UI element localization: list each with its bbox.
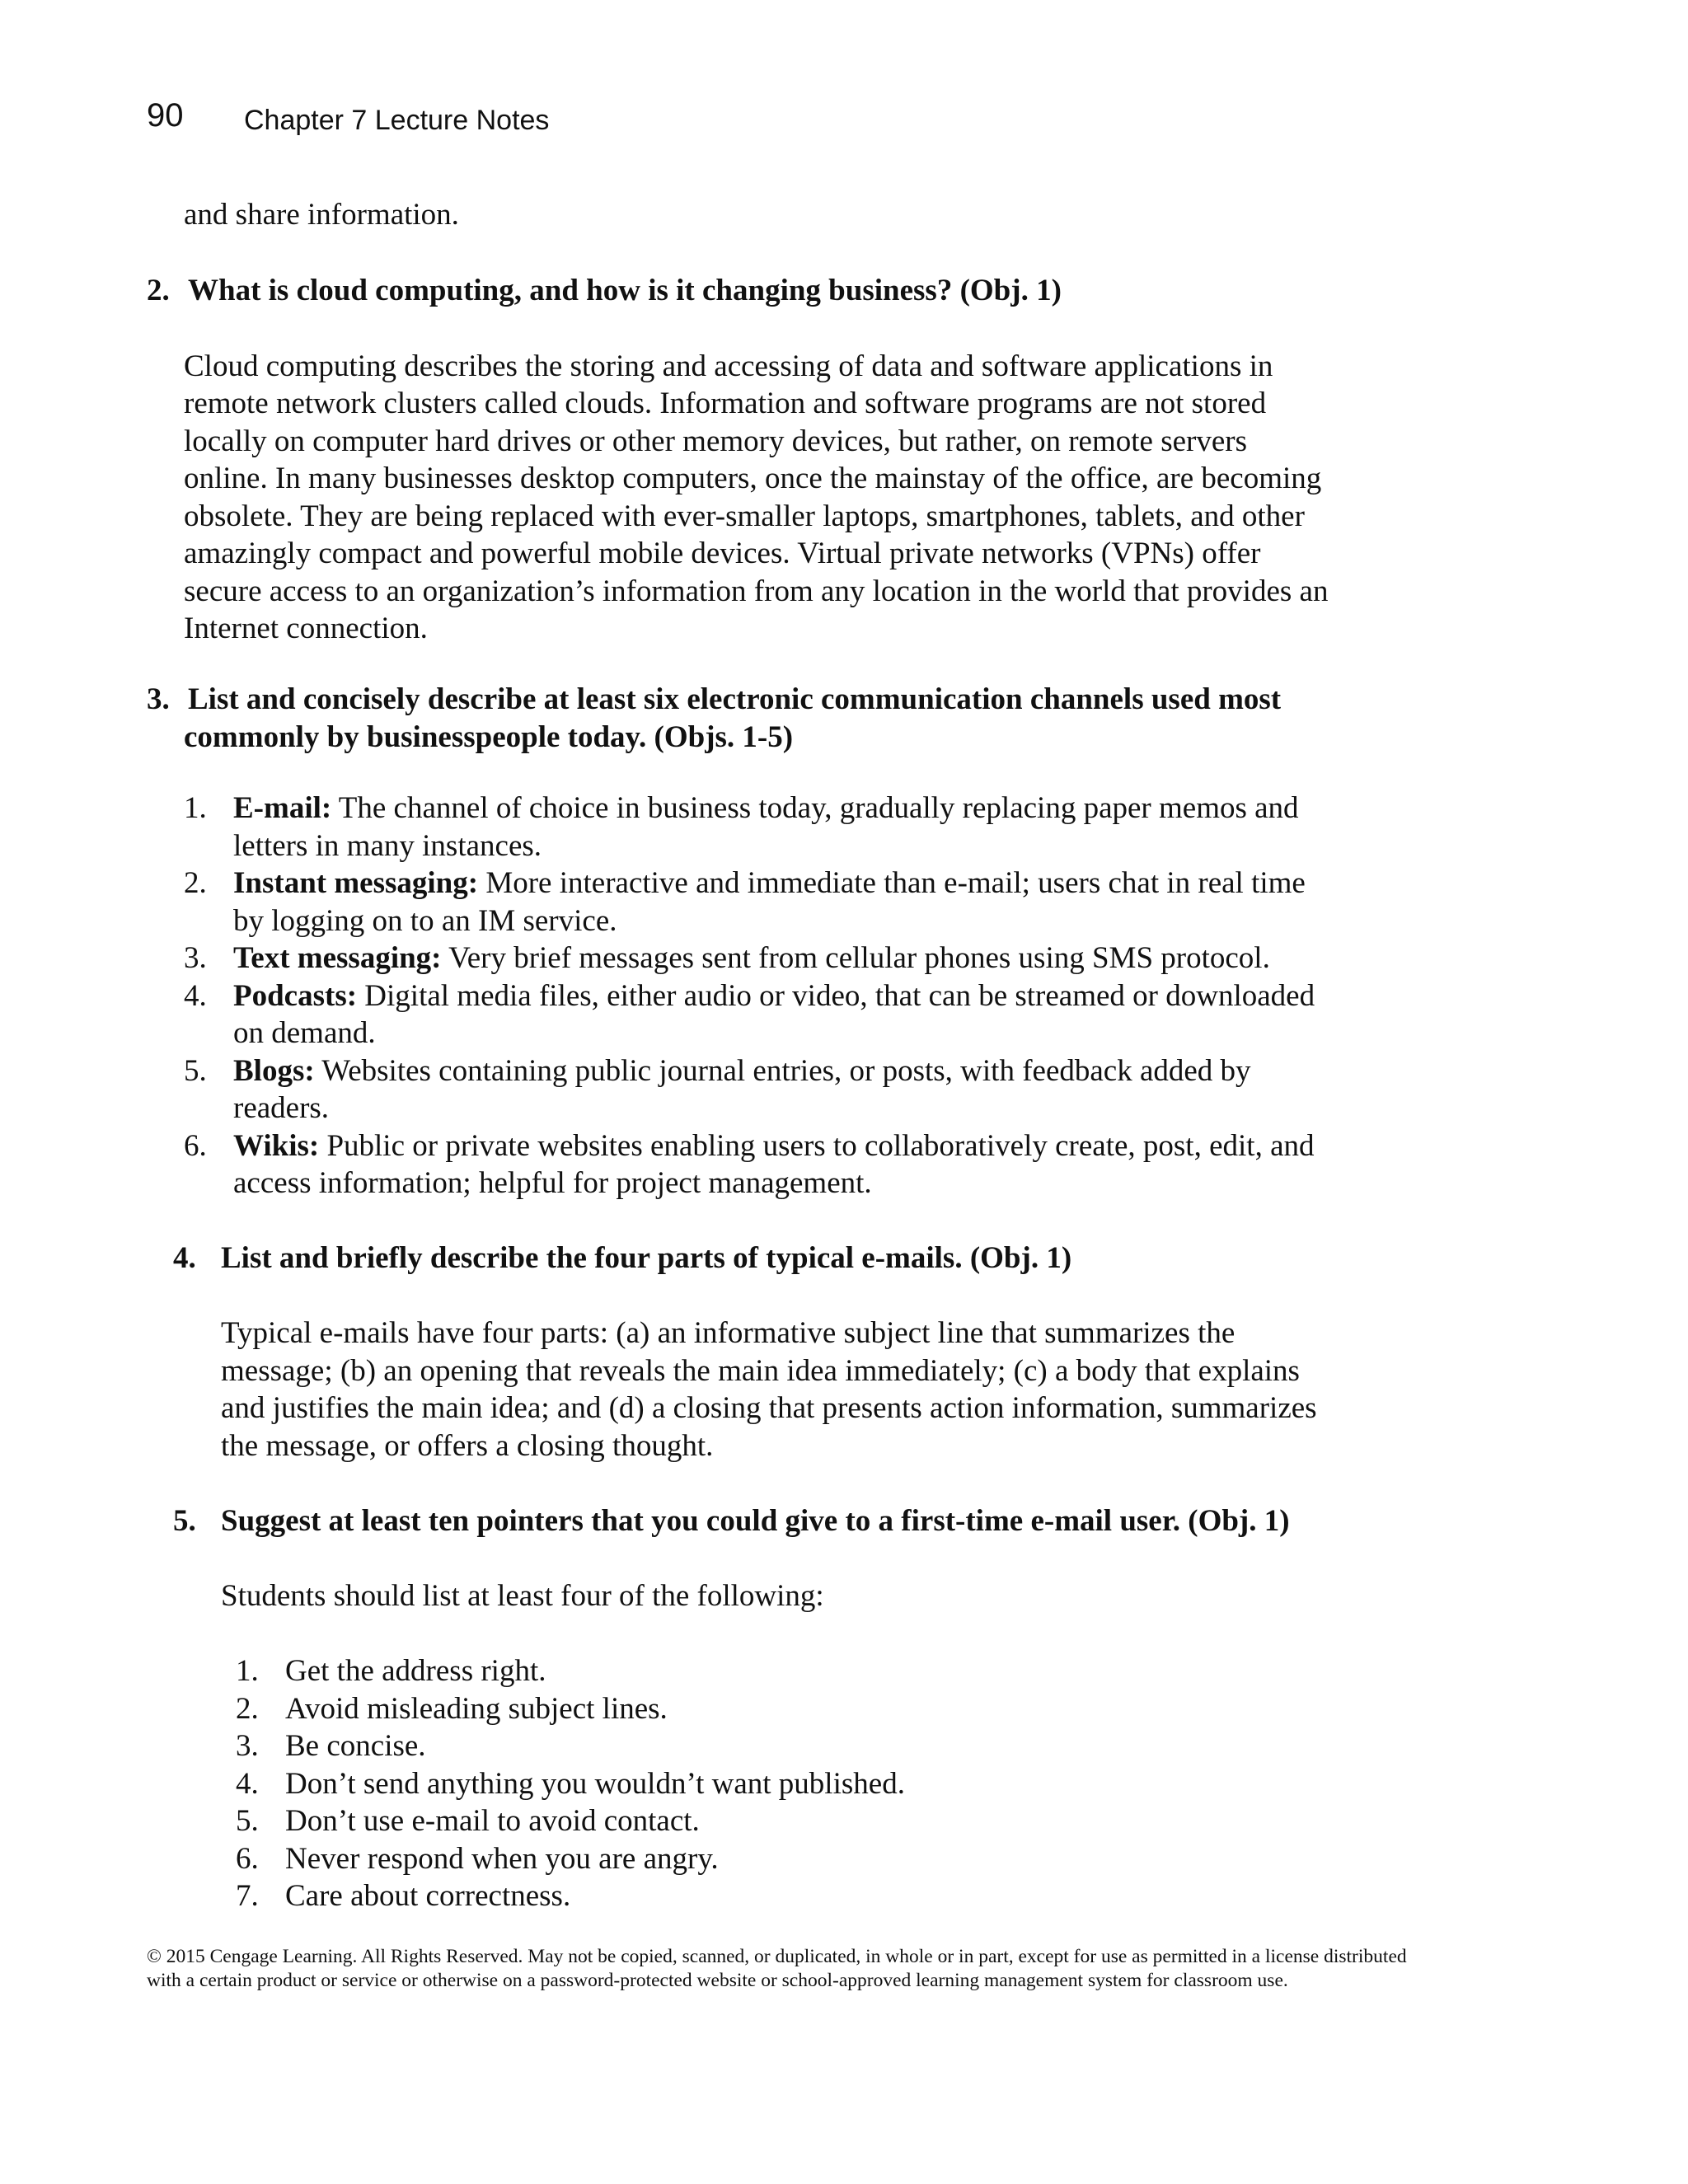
channel-term: Wikis: xyxy=(233,1129,320,1163)
channel-term: Text messaging: xyxy=(233,941,442,975)
channel-desc: The channel of choice in business today, gradually replacing paper memos and xyxy=(331,791,1299,825)
q3-question-line: commonly by businesspeople today. (Objs. 1-5) xyxy=(184,720,794,754)
pointer-number: 3. xyxy=(236,1729,259,1763)
q5-intro: Students should list at least four of the following: xyxy=(221,1579,824,1613)
running-header: Chapter 7 Lecture Notes xyxy=(244,105,550,136)
pointer-item: Don’t send anything you wouldn’t want published. xyxy=(285,1767,905,1801)
q4-question: List and briefly describe the four parts of typical e-mails. (Obj. 1) xyxy=(221,1241,1072,1275)
channel-item-instant-messaging xyxy=(233,865,1306,902)
pointer-item: Avoid misleading subject lines. xyxy=(285,1692,668,1726)
channel-desc: Very brief messages sent from cellular phones using SMS protocol. xyxy=(441,941,1270,975)
q3-question-line: List and concisely describe at least six electronic communication channels used most xyxy=(188,682,1282,716)
q2-number: 2. xyxy=(147,274,170,307)
page-number: 90 xyxy=(147,97,184,134)
pointer-item: Don’t use e-mail to avoid contact. xyxy=(285,1804,700,1838)
pointer-number: 5. xyxy=(236,1804,259,1838)
q4-answer-line: and justifies the main idea; and (d) a closing that presents action information, summarizes xyxy=(221,1391,1317,1425)
q3-number: 3. xyxy=(147,682,170,716)
channel-term: Blogs: xyxy=(233,1054,315,1088)
pointer-item: Care about correctness. xyxy=(285,1879,571,1913)
continuation-text: and share information. xyxy=(184,198,459,232)
q2-answer-line: remote network clusters called clouds. Information and software programs are not stored xyxy=(184,387,1267,420)
pointer-number: 4. xyxy=(236,1767,259,1801)
copyright-footer: © 2015 Cengage Learning. All Rights Reserved. May not be copied, scanned, or duplicated, in whole or in part, except for use as permitted in a license distributed with a certain product or service or otherwise on a password-protected website or school-approved learning management system for classroom use. xyxy=(147,1946,1407,1991)
channel-item-number: 5. xyxy=(184,1054,207,1088)
channel-item-email xyxy=(233,790,1299,827)
q2-answer-line: amazingly compact and powerful mobile devices. Virtual private networks (VPNs) offer xyxy=(184,537,1261,570)
pointer-item: Be concise. xyxy=(285,1729,426,1763)
channel-item-text-messaging xyxy=(233,940,1270,977)
channel-desc-cont: access information; helpful for project management. xyxy=(233,1166,872,1200)
channel-term: E-mail: xyxy=(233,791,332,825)
channel-item-podcasts xyxy=(233,977,1315,1015)
channel-desc: Websites containing public journal entries, or posts, with feedback added by xyxy=(314,1054,1251,1088)
channel-desc-cont: letters in many instances. xyxy=(233,829,542,863)
q4-answer-line: the message, or offers a closing thought. xyxy=(221,1429,714,1463)
q4-answer-line: Typical e-mails have four parts: (a) an informative subject line that summarizes the xyxy=(221,1316,1236,1350)
q2-answer-line: online. In many businesses desktop computers, once the mainstay of the office, are becoming xyxy=(184,462,1322,495)
pointer-item: Never respond when you are angry. xyxy=(285,1842,719,1876)
channel-item-number: 2. xyxy=(184,866,207,900)
channel-term: Instant messaging: xyxy=(233,866,479,900)
pointer-number: 6. xyxy=(236,1842,259,1876)
q2-question: What is cloud computing, and how is it changing business? (Obj. 1) xyxy=(188,274,1062,307)
channel-term: Podcasts: xyxy=(233,979,358,1013)
channel-desc: Digital media files, either audio or video, that can be streamed or downloaded xyxy=(357,979,1315,1013)
channel-desc: More interactive and immediate than e-mail; users chat in real time xyxy=(478,866,1306,900)
pointer-number: 2. xyxy=(236,1692,259,1726)
q2-answer-line: obsolete. They are being replaced with ever-smaller laptops, smartphones, tablets, and other xyxy=(184,499,1305,533)
channel-desc-cont: on demand. xyxy=(233,1016,376,1050)
channel-item-blogs xyxy=(233,1052,1251,1090)
q4-answer-line: message; (b) an opening that reveals the main idea immediately; (c) a body that explains xyxy=(221,1354,1300,1388)
channel-item-number: 6. xyxy=(184,1129,207,1163)
pointer-number: 7. xyxy=(236,1879,259,1913)
q5-question: Suggest at least ten pointers that you could give to a first-time e-mail user. (Obj. 1) xyxy=(221,1504,1290,1538)
channel-item-number: 1. xyxy=(184,791,207,825)
q4-number: 4. xyxy=(173,1241,196,1275)
q2-answer-line: secure access to an organization’s information from any location in the world that provides an xyxy=(184,574,1329,608)
channel-desc: Public or private websites enabling users to collaboratively create, post, edit, and xyxy=(319,1129,1315,1163)
q2-answer-line: Internet connection. xyxy=(184,612,428,645)
q5-number: 5. xyxy=(173,1504,196,1538)
channel-desc-cont: by logging on to an IM service. xyxy=(233,904,617,938)
pointer-number: 1. xyxy=(236,1654,259,1688)
channel-item-number: 3. xyxy=(184,941,207,975)
pointer-item: Get the address right. xyxy=(285,1654,546,1688)
channel-desc-cont: readers. xyxy=(233,1091,330,1125)
q2-answer-line: Cloud computing describes the storing and accessing of data and software applications in xyxy=(184,349,1273,383)
q2-answer-line: locally on computer hard drives or other memory devices, but rather, on remote servers xyxy=(184,424,1247,458)
channel-item-wikis xyxy=(233,1127,1315,1165)
channel-item-number: 4. xyxy=(184,979,207,1013)
